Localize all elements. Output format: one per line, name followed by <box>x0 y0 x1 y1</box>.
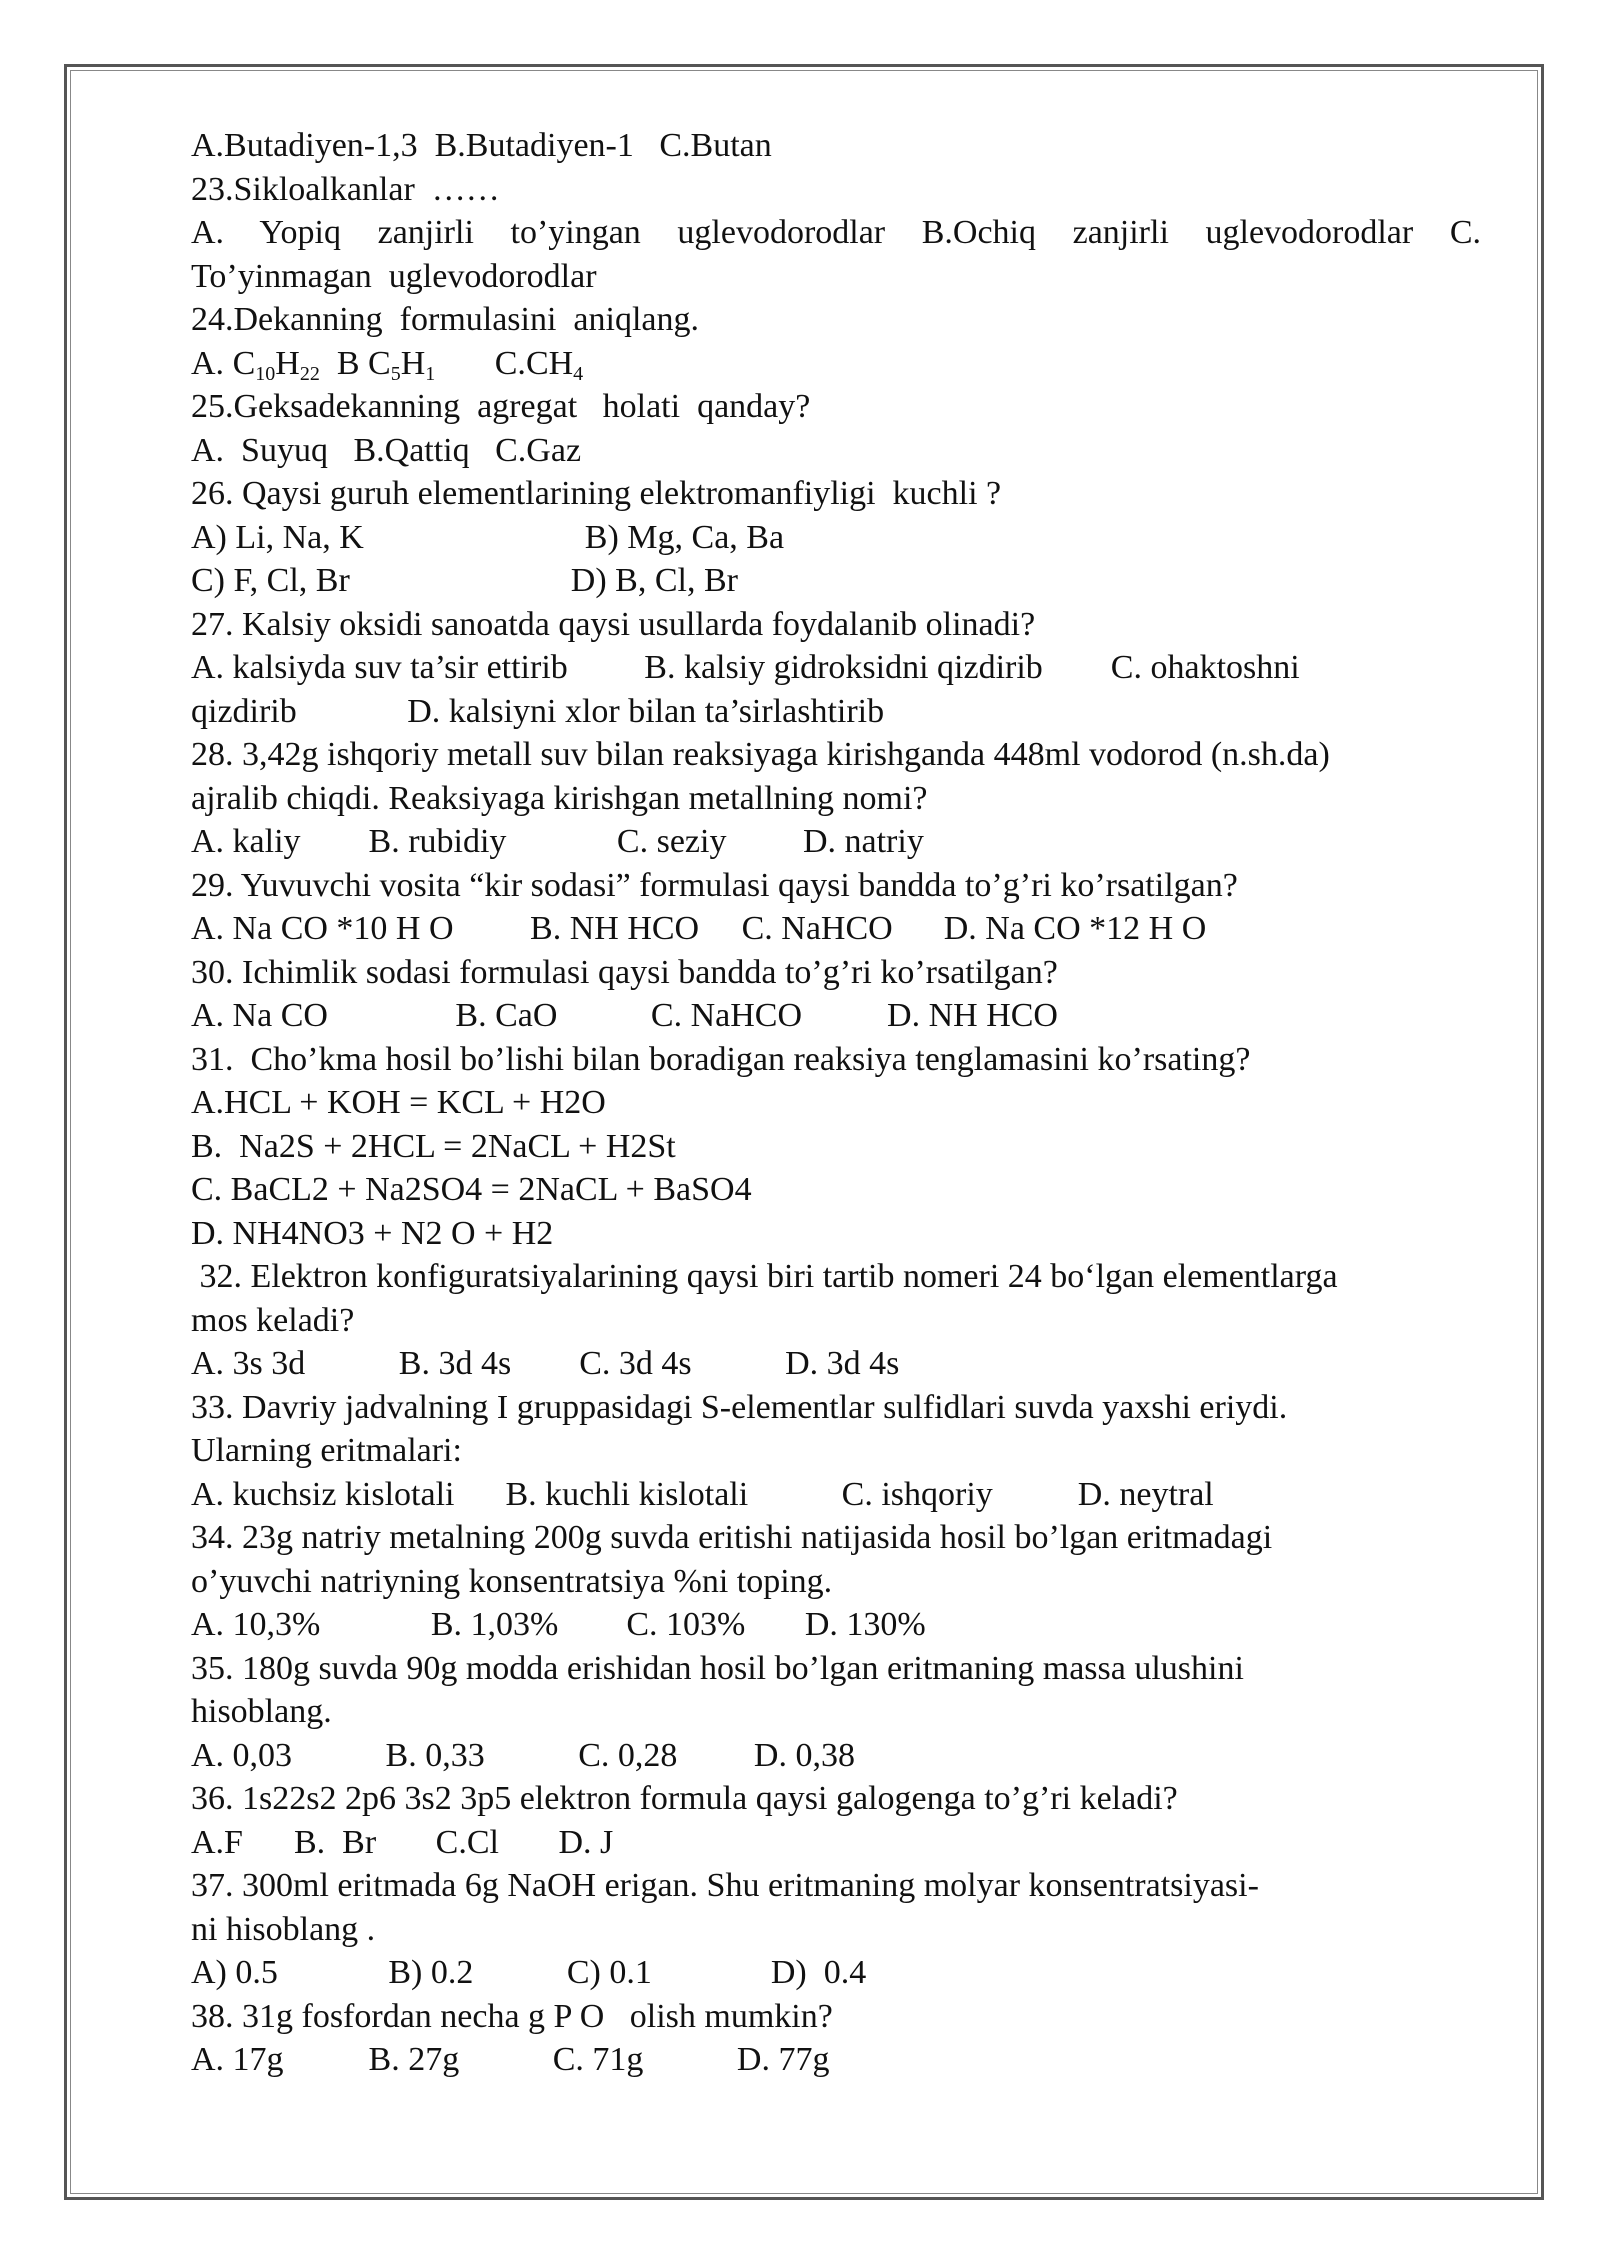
q31-option-d: D. NH4NO3 + N2 O + H2 <box>191 1214 554 1252</box>
q35-options: A. 0,03 B. 0,33 C. 0,28 D. 0,38 <box>191 1736 855 1774</box>
q27-options-line1: A. kalsiyda suv ta’sir ettirib B. kalsiy gidroksidni qizdirib C. ohaktoshni <box>191 649 1300 686</box>
q25-options: A. Suyuq B.Qattiq C.Gaz <box>191 431 582 469</box>
q27-options-line2: qizdirib D. kalsiyni xlor bilan ta’sirlashtirib <box>191 692 885 730</box>
q28-question-line2: ajralib chiqdi. Reaksiyaga kirishgan metallning nomi? <box>191 779 928 817</box>
q33-options: A. kuchsiz kislotali B. kuchli kislotali C. ishqoriy D. neytral <box>191 1475 1214 1513</box>
q32-question-line1: 32. Elektron konfiguratsiyalarining qaysi biri tartib nomeri 24 bo‘lgan elementlarga <box>191 1258 1338 1295</box>
q32-options: A. 3s 3d B. 3d 4s C. 3d 4s D. 3d 4s <box>191 1345 900 1382</box>
q34-options: A. 10,3% B. 1,03% C. 103% D. 130% <box>191 1606 926 1643</box>
q28-options: A. kaliy B. rubidiy C. seziy D. natriy <box>191 823 924 860</box>
q30-options: A. Na CO B. CaO C. NaHCO D. NH HCO <box>191 997 1058 1034</box>
q26-options-cd: C) F, Cl, Br D) B, Cl, Br <box>191 562 738 599</box>
q31-option-b: B. Na2S + 2HCL = 2NaCL + H2St <box>191 1127 676 1165</box>
q24-question: 24.Dekanning formulasini aniqlang. <box>191 301 700 338</box>
q38-question: 38. 31g fosfordan necha g P O olish mumkin? <box>191 1997 833 2035</box>
q38-options: A. 17g B. 27g C. 71g D. 77g <box>191 2041 830 2078</box>
q36-options: A.F B. Br C.Cl D. J <box>191 1823 614 1861</box>
q31-option-a: A.HCL + KOH = KCL + H2O <box>191 1084 606 1121</box>
q37-question-line1: 37. 300ml eritmada 6g NaOH erigan. Shu eritmaning molyar konsentratsiyasi- <box>191 1867 1259 1904</box>
q31-question: 31. Cho’kma hosil bo’lishi bilan boradigan reaksiya tenglamasini ko’rsating? <box>191 1040 1251 1078</box>
q37-options: A) 0.5 B) 0.2 C) 0.1 D) 0.4 <box>191 1954 867 1991</box>
q35-question-line2: hisoblang. <box>191 1693 332 1730</box>
q30-question: 30. Ichimlik sodasi formulasi qaysi bandda to’g’ri ko’rsatilgan? <box>191 953 1058 991</box>
q24-options: A. $C_{10}H_{22}$ B $C_5H_1$ $C.CH_4$ <box>191 344 584 385</box>
q26-question: 26. Qaysi guruh elementlarining elektromanfiyligi kuchli ? <box>191 475 1002 512</box>
q36-question: 36. 1s22s2 2p6 3s2 3p5 elektron formula qaysi galogenga to’g’ri keladi? <box>191 1780 1178 1817</box>
q34-question-line1: 34. 23g natriy metalning 200g suvda eritishi natijasida hosil bo’lgan eritmadagi <box>191 1519 1273 1556</box>
q27-question: 27. Kalsiy oksidi sanoatda qaysi usullarda foydalanib olinadi? <box>191 605 1036 643</box>
q37-question-line2: ni hisoblang . <box>191 1910 376 1948</box>
q23-question: 23.Sikloalkanlar …… <box>191 170 500 208</box>
q33-question-line1: 33. Davriy jadvalning I gruppasidagi S-elementlar sulfidlari suvda yaxshi eriydi. <box>191 1388 1288 1426</box>
q29-options: A. Na CO *10 H O B. NH HCO C. NaHCO D. Na CO *12 H O <box>191 910 1207 947</box>
q22-options: A.Butadiyen-1,3 B.Butadiyen-1 C.Butan <box>191 127 772 164</box>
q34-question-line2: o’yuvchi natriyning konsentratsiya %ni toping. <box>191 1562 833 1600</box>
q23-options-line1: A. Yopiq zanjirli to’yingan uglevodorodlar B.Ochiq zanjirli uglevodorodlar C. <box>191 214 1481 251</box>
q23-options-line2: To’yinmagan uglevodorodlar <box>191 257 597 295</box>
q26-options-ab: A) Li, Na, K B) Mg, Ca, Ba <box>191 518 785 556</box>
q29-question: 29. Yuvuvchi vosita “kir sodasi” formulasi qaysi bandda to’g’ri ko’rsatilgan? <box>191 866 1238 904</box>
q35-question-line1: 35. 180g suvda 90g modda erishidan hosil bo’lgan eritmaning massa ulushini <box>191 1649 1244 1687</box>
q32-question-line2: mos keladi? <box>191 1301 355 1339</box>
q28-question-line1: 28. 3,42g ishqoriy metall suv bilan reaksiyaga kirishganda 448ml vodorod (n.sh.da) <box>191 736 1330 773</box>
q31-option-c: C. BaCL2 + Na2SO4 = 2NaCL + BaSO4 <box>191 1171 752 1208</box>
document-body <box>191 124 1481 2082</box>
q33-question-line2: Ularning eritmalari: <box>191 1432 462 1469</box>
q25-question: 25.Geksadekanning agregat holati qanday? <box>191 388 811 425</box>
